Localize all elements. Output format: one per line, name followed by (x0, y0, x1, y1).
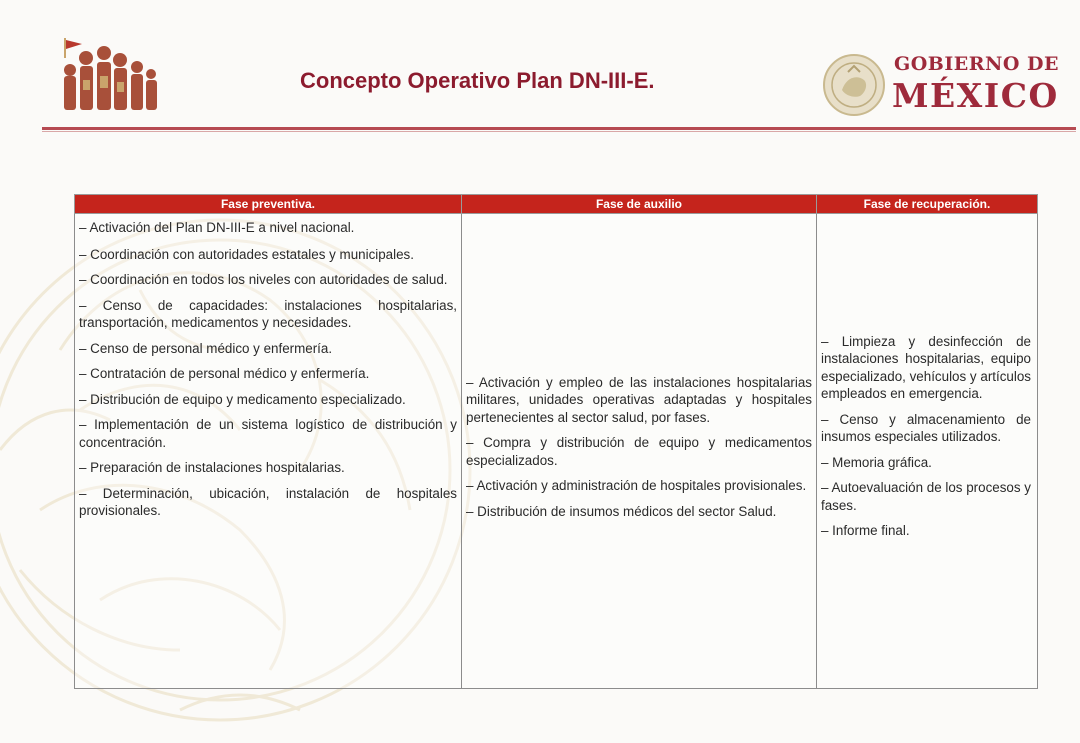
list-item: – Coordinación con autoridades estatales y municipales. (79, 246, 457, 264)
list-item: – Activación y empleo de las instalaciones hospitalarias militares, unidades operativas adaptadas y hospitales pertenecientes al sector salud, por fases. (466, 374, 812, 427)
recuperacion-cell (817, 214, 1038, 689)
brand-line-1: GOBIERNO DE (894, 53, 1059, 75)
table-header-row (75, 195, 1038, 214)
list-item: – Autoevaluación de los procesos y fases. (821, 479, 1031, 514)
header-rule (42, 127, 1076, 130)
list-item: – Distribución de insumos médicos del sector Salud. (466, 503, 812, 521)
list-item: – Preparación de instalaciones hospitalarias. (79, 459, 457, 477)
list-item: – Distribución de equipo y medicamento especializado. (79, 391, 457, 409)
page-title: Concepto Operativo Plan DN-III-E. (300, 68, 655, 93)
auxilio-cell (462, 214, 817, 689)
heroes-logo-icon (56, 36, 166, 114)
list-item: – Memoria gráfica. (821, 454, 1031, 472)
list-item: – Coordinación en todos los niveles con autoridades de salud. (79, 271, 457, 289)
brand-line-2: MÉXICO (892, 76, 1059, 115)
table-row (75, 214, 1038, 689)
list-item: – Compra y distribución de equipo y medicamentos especializados. (466, 434, 812, 469)
list-item: – Censo de capacidades: instalaciones hospitalarias, transportación, medicamentos y necesidades. (79, 297, 457, 332)
seal-icon (822, 50, 886, 120)
column-header-auxilio: Fase de auxilio (462, 195, 817, 214)
list-item: – Implementación de un sistema logístico de distribución y concentración. (79, 416, 457, 451)
preventiva-cell (75, 214, 462, 689)
list-item: – Censo y almacenamiento de insumos especiales utilizados. (821, 411, 1031, 446)
header-rule-thin (42, 131, 1076, 132)
list-item: – Informe final. (821, 522, 1031, 540)
column-header-recuperacion: Fase de recuperación. (817, 195, 1038, 214)
phases-table (74, 194, 1038, 689)
list-item: – Censo de personal médico y enfermería. (79, 340, 457, 358)
column-header-preventiva: Fase preventiva. (75, 195, 462, 214)
list-item: – Limpieza y desinfección de instalaciones hospitalarias, equipo especializado, vehículos y artículos empleados en emergencia. (821, 333, 1031, 403)
list-item: – Activación y administración de hospitales provisionales. (466, 477, 812, 495)
list-item: – Activación del Plan DN-III-E a nivel nacional. (79, 219, 457, 237)
list-item: – Determinación, ubicación, instalación de hospitales provisionales. (79, 485, 457, 520)
list-item: – Contratación de personal médico y enfermería. (79, 365, 457, 383)
